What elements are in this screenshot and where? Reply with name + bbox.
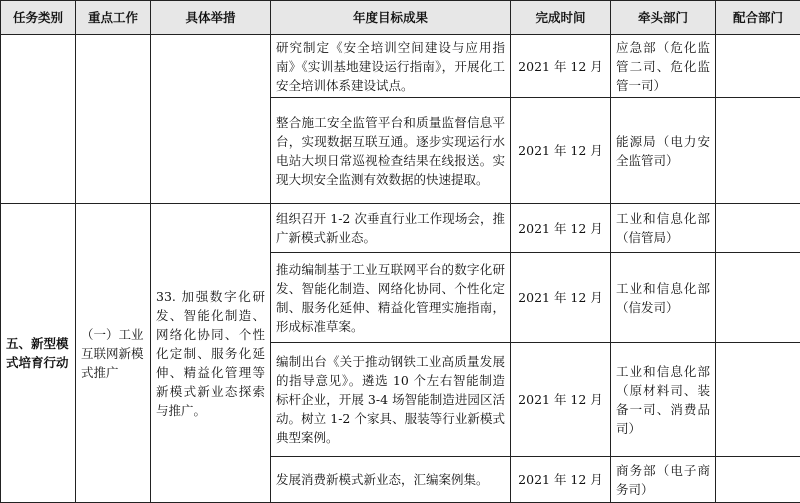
lead-dept-cell: 工业和信息化部（信发司）: [611, 252, 716, 342]
header-specific-measures: 具体举措: [151, 1, 271, 35]
measure-cell: 33. 加强数字化研发、智能化制造、网络化协同、个性化定制、服务化延伸、精益化管理等新模式新业态探索与推广。: [151, 204, 271, 503]
goal-cell: 组织召开 1-2 次垂直行业工作现场会，推广新模式新业态。: [271, 204, 511, 253]
lead-dept-cell: 工业和信息化部（原材料司、装备一司、消费品司）: [611, 343, 716, 457]
partner-dept-cell: [716, 204, 800, 253]
partner-dept-cell: [716, 457, 800, 503]
time-cell: 2021 年 12 月: [511, 35, 611, 98]
time-cell: 2021 年 12 月: [511, 343, 611, 457]
header-lead-department: 牵头部门: [611, 1, 716, 35]
goal-cell: 推动编制基于工业互联网平台的数字化研发、智能化制造、网络化协同、个性化定制、服务化延伸、精益化管理实施指南，形成标准草案。: [271, 252, 511, 342]
partner-dept-cell: [716, 35, 800, 98]
time-cell: 2021 年 12 月: [511, 98, 611, 204]
table-row: [1, 204, 800, 253]
task-category-cell: 五、新型模式培育行动: [1, 204, 76, 503]
partner-dept-cell: [716, 98, 800, 204]
key-work-cell-empty: [76, 35, 151, 204]
task-category-cell-empty: [1, 35, 76, 204]
lead-dept-cell: 能源局（电力安全监管司）: [611, 98, 716, 204]
header-completion-time: 完成时间: [511, 1, 611, 35]
time-cell: 2021 年 12 月: [511, 252, 611, 342]
header-row: [1, 1, 800, 35]
measure-cell-empty: [151, 35, 271, 204]
table-row: [1, 35, 800, 98]
goal-cell: 研究制定《安全培训空间建设与应用指南》《实训基地建设运行指南》，开展化工安全培训体系建设试点。: [271, 35, 511, 98]
header-partner-department: 配合部门: [716, 1, 800, 35]
header-task-category: 任务类别: [1, 1, 76, 35]
partner-dept-cell: [716, 343, 800, 457]
lead-dept-cell: 应急部（危化监管二司、危化监管一司）: [611, 35, 716, 98]
lead-dept-cell: 工业和信息化部（信管局）: [611, 204, 716, 253]
goal-cell: 发展消费新模式新业态，汇编案例集。: [271, 457, 511, 503]
key-work-cell: （一）工业互联网新模式推广: [76, 204, 151, 503]
header-annual-goals: 年度目标成果: [271, 1, 511, 35]
time-cell: 2021 年 12 月: [511, 457, 611, 503]
header-key-work: 重点工作: [76, 1, 151, 35]
goal-cell: 整合施工安全监管平台和质量监督信息平台，实现数据互联互通。逐步实现运行水电站大坝日常巡视检查结果在线报送。实现大坝安全监测有效数据的快速提取。: [271, 98, 511, 204]
time-cell: 2021 年 12 月: [511, 204, 611, 253]
partner-dept-cell: [716, 252, 800, 342]
lead-dept-cell: 商务部（电子商务司）: [611, 457, 716, 503]
goal-cell: 编制出台《关于推动钢铁工业高质量发展的指导意见》。遴选 10 个左右智能制造标杆企业，开展 3-4 场智能制造进园区活动。树立 1-2 个家具、服装等行业新模式典型案例。: [271, 343, 511, 457]
